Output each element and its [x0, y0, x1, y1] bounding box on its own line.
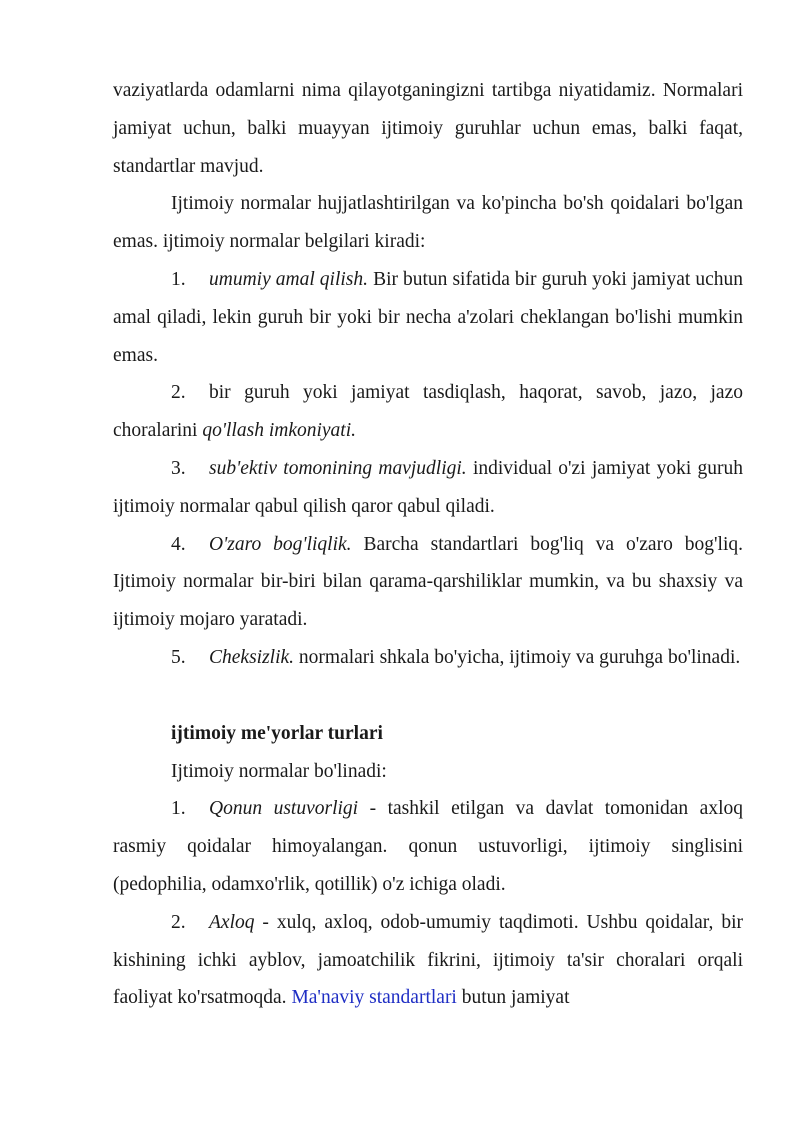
- blank-line: [113, 677, 743, 715]
- feature-term: umumiy amal qilish.: [209, 268, 369, 290]
- paragraph-intro: vaziyatlarda odamlarni nima qilayotganingizni tartibga niyatidamiz. Normalari jamiyat uchun, balki muayyan ijtimoiy guruhlar uchun emas, balki faqat, standartlar mavjud.: [113, 80, 743, 177]
- feature-text: individual o'zi jamiyat yoki guruh ijtimoiy normalar qabul qilish qaror qabul qiladi.: [113, 457, 743, 517]
- feature-term: qo'llash imkoniyati.: [202, 420, 357, 442]
- type-text: - tashkil etilgan va davlat tomonidan axloq rasmiy qoidalar himoyalangan. qonun ustuvorligi, ijtimoiy singlisini (pedophilia, odamxo'rlik, qotillik) o'z ichiga oladi.: [113, 798, 743, 895]
- feature-text: normalari shkala bo'yicha, ijtimoiy va guruhga bo'linadi.: [294, 646, 741, 668]
- feature-item-2: [113, 374, 743, 450]
- type-text: - xulq, axloq, odob-umumiy taqdimoti. Ushbu qoidalar, bir kishining ichki ayblov, jamoatchilik fikrini, ijtimoiy ta'sir choralari orqali faoliyat ko'rsatmoqda.: [113, 911, 743, 1009]
- feature-term: Cheksizlik.: [209, 646, 295, 668]
- type-item-2: [113, 904, 743, 1017]
- list-number: 3.: [171, 457, 186, 479]
- feature-item-3: [113, 450, 743, 526]
- section-heading: ijtimoiy me'yorlar turlari: [171, 722, 383, 744]
- section-intro: Ijtimoiy normalar bo'linadi:: [171, 760, 387, 782]
- list-number: 2.: [171, 382, 186, 404]
- type-term: Qonun ustuvorligi: [209, 798, 359, 820]
- feature-item-5: [113, 639, 743, 677]
- feature-item-4: [113, 526, 743, 639]
- feature-term: O'zaro bog'liqlik.: [209, 533, 352, 555]
- type-item-1: [113, 790, 743, 903]
- list-number: 1.: [171, 268, 186, 290]
- list-number: 2.: [171, 911, 186, 933]
- type-term: Axloq: [209, 911, 255, 933]
- list-number: 4.: [171, 533, 186, 555]
- paragraph-norms: Ijtimoiy normalar hujjatlashtirilgan va ko'pincha bo'sh qoidalari bo'lgan emas. ijtimoiy normalar belgilari kiradi:: [113, 193, 743, 253]
- type-text-tail: butun jamiyat: [456, 987, 570, 1009]
- feature-term: sub'ektiv tomonining mavjudligi.: [209, 457, 467, 479]
- standards-link[interactable]: Ma'naviy standartlari: [291, 987, 457, 1009]
- feature-item-1: [113, 261, 743, 374]
- list-number: 1.: [171, 798, 186, 820]
- document-page: [113, 72, 743, 1017]
- feature-text: Bir butun sifatida bir guruh yoki jamiyat uchun amal qiladi, lekin guruh bir yoki bir necha a'zolari cheklangan bo'lishi mumkin emas.: [113, 268, 743, 366]
- feature-text: Barcha standartlari bog'liq va o'zaro bog'liq. Ijtimoiy normalar bir-biri bilan qarama-qarshiliklar mumkin, va bu shaxsiy va ijtimoiy mojaro yaratadi.: [113, 533, 744, 631]
- feature-text: bir guruh yoki jamiyat tasdiqlash, haqorat, savob, jazo, jazo choralarini: [113, 382, 743, 442]
- list-number: 5.: [171, 646, 186, 668]
